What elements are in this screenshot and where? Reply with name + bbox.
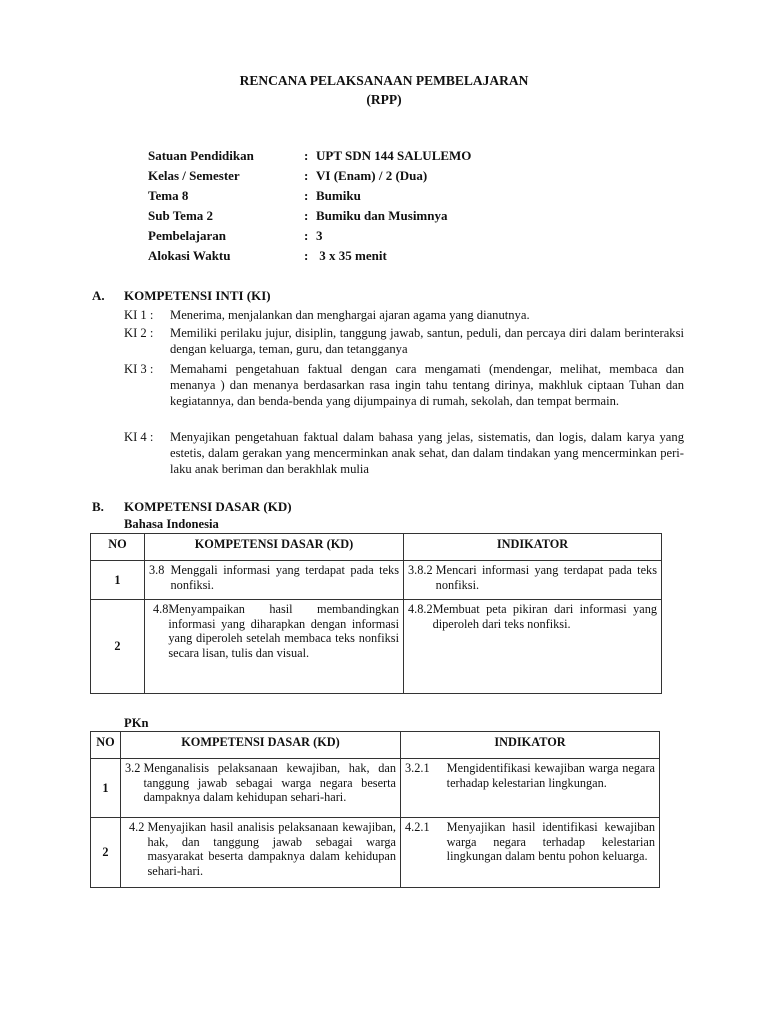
kd-cell: [145, 561, 404, 600]
identity-label: Kelas / Semester: [148, 168, 240, 183]
section-a-letter: A.: [92, 288, 105, 303]
ki-code: KI 3 :: [124, 362, 154, 376]
row-number: 2: [91, 818, 121, 888]
identity-value: Bumiku: [316, 188, 361, 203]
identity-colon: :: [304, 188, 309, 203]
identity-value: 3 x 35 menit: [316, 248, 387, 263]
kd-cell: [121, 818, 401, 888]
document-title: RENCANA PELAKSANAAN PEMBELAJARAN: [239, 73, 529, 88]
header-no: NO: [91, 534, 145, 561]
subject-pkn-heading: PKn: [124, 716, 149, 730]
ki-text: Menerima, menjalankan dan menghargai ajaran agama yang dianutnya.: [170, 308, 530, 322]
indikator-number: 4.8.2: [408, 602, 433, 616]
ki-item: [124, 429, 684, 477]
row-number: 1: [91, 561, 145, 600]
kd-cell: [121, 759, 401, 818]
section-b-heading: KOMPETENSI DASAR (KD): [124, 499, 292, 514]
indikator-number: 3.2.1: [405, 761, 433, 775]
subject-bahasa-heading: Bahasa Indonesia: [124, 517, 219, 531]
indikator-text: Mengidentifikasi kewajiban warga negara terhadap kelestarian lingkungan.: [446, 761, 655, 790]
identity-colon: :: [304, 148, 309, 163]
indikator-cell: [401, 818, 660, 888]
ki-text: Menyajikan pengetahuan faktual dalam bahasa yang jelas, sistematis, dan logis, dalam karya yang estetis, dalam gerakan yang mencerminkan anak sehat, dan dalam tindakan yang mencerminkan peri-laku anak beriman dan berakhlak mulia: [170, 430, 684, 476]
ki-item: [124, 307, 684, 323]
header-kd: KOMPETENSI DASAR (KD): [121, 732, 401, 759]
ki-item: [124, 361, 684, 409]
kd-table-bahasa: [90, 533, 662, 694]
kd-number: 3.8: [149, 563, 171, 577]
identity-colon: :: [304, 228, 309, 243]
table-row: [91, 818, 660, 888]
table-header-row: [91, 732, 660, 759]
indikator-text: Membuat peta pikiran dari informasi yang diperoleh dari teks nonfiksi.: [432, 602, 657, 631]
document-subtitle: (RPP): [366, 92, 402, 107]
kd-number: 4.2: [129, 820, 148, 834]
identity-label: Alokasi Waktu: [148, 248, 231, 263]
kd-text: Menyajikan hasil analisis pelaksanaan kewajiban, hak, dan tanggung jawab sebagai warga masyarakat beserta dampaknya dalam kehidupan sehari-hari.: [147, 820, 396, 878]
identity-colon: :: [304, 248, 309, 263]
indikator-text: Mencari informasi yang terdapat pada teks nonfiksi.: [435, 563, 657, 592]
identity-value: VI (Enam) / 2 (Dua): [316, 168, 428, 183]
identity-value: UPT SDN 144 SALULEMO: [316, 148, 472, 163]
indikator-number: 3.8.2: [408, 563, 436, 577]
header-no: NO: [91, 732, 121, 759]
identity-colon: :: [304, 168, 309, 183]
kd-text: Menggali informasi yang terdapat pada teks nonfiksi.: [170, 563, 399, 592]
section-a-heading: KOMPETENSI INTI (KI): [124, 288, 271, 303]
header-indikator: INDIKATOR: [404, 534, 662, 561]
identity-value: Bumiku dan Musimnya: [316, 208, 448, 223]
ki-text: Memahami pengetahuan faktual dengan cara mengamati (mendengar, melihat, membaca dan menanya ) dan menanya berdasarkan rasa ingin tahu tentang dirinya, makhluk ciptaan Tuhan dan kegiatannya, dan benda-benda yang dijumpainya di rumah, sekolah, dan tempat bermain.: [170, 362, 684, 408]
indikator-cell: [404, 561, 662, 600]
kd-table-pkn: [90, 731, 660, 888]
ki-code: KI 1 :: [124, 308, 154, 322]
identity-label: Pembelajaran: [148, 228, 226, 243]
header-kd: KOMPETENSI DASAR (KD): [145, 534, 404, 561]
kd-cell: [145, 600, 404, 694]
identity-value: 3: [316, 228, 323, 243]
ki-item: [124, 325, 684, 357]
section-b-letter: B.: [92, 499, 104, 514]
kd-text: Menganalisis pelaksanaan kewajiban, hak, dan tanggung jawab sebagai warga negara beserta dampaknya dalam kehidupan sehari-hari.: [143, 761, 396, 804]
identity-label: Sub Tema 2: [148, 208, 214, 223]
table-row: [91, 561, 662, 600]
kd-text: Menyampaikan hasil membandingkan informasi yang diharapkan dengan informasi yang diperoleh setelah membaca teks nonfiksi secara lisan, tulis dan visual.: [168, 602, 399, 660]
indikator-cell: [401, 759, 660, 818]
row-number: 1: [91, 759, 121, 818]
indikator-number: 4.2.1: [405, 820, 433, 834]
row-number: 2: [91, 600, 145, 694]
table-row: [91, 600, 662, 694]
kd-number: 4.8: [153, 602, 169, 616]
indikator-text: Menyajikan hasil identifikasi kewajiban warga negara terhadap kelestarian lingkungan dalam bentu pohon keluarga.: [446, 820, 655, 863]
ki-code: KI 4 :: [124, 430, 154, 444]
indikator-cell: [404, 600, 662, 694]
header-indikator: INDIKATOR: [401, 732, 660, 759]
ki-code: KI 2 :: [124, 326, 154, 340]
identity-label: Tema 8: [148, 188, 189, 203]
identity-label: Satuan Pendidikan: [148, 148, 254, 163]
table-row: [91, 759, 660, 818]
ki-text: Memiliki perilaku jujur, disiplin, tanggung jawab, santun, peduli, dan percaya diri dalam berinteraksi dengan keluarga, teman, guru, dan tetangganya: [170, 326, 684, 356]
identity-colon: :: [304, 208, 309, 223]
kd-number: 3.2: [125, 761, 144, 775]
table-header-row: [91, 534, 662, 561]
